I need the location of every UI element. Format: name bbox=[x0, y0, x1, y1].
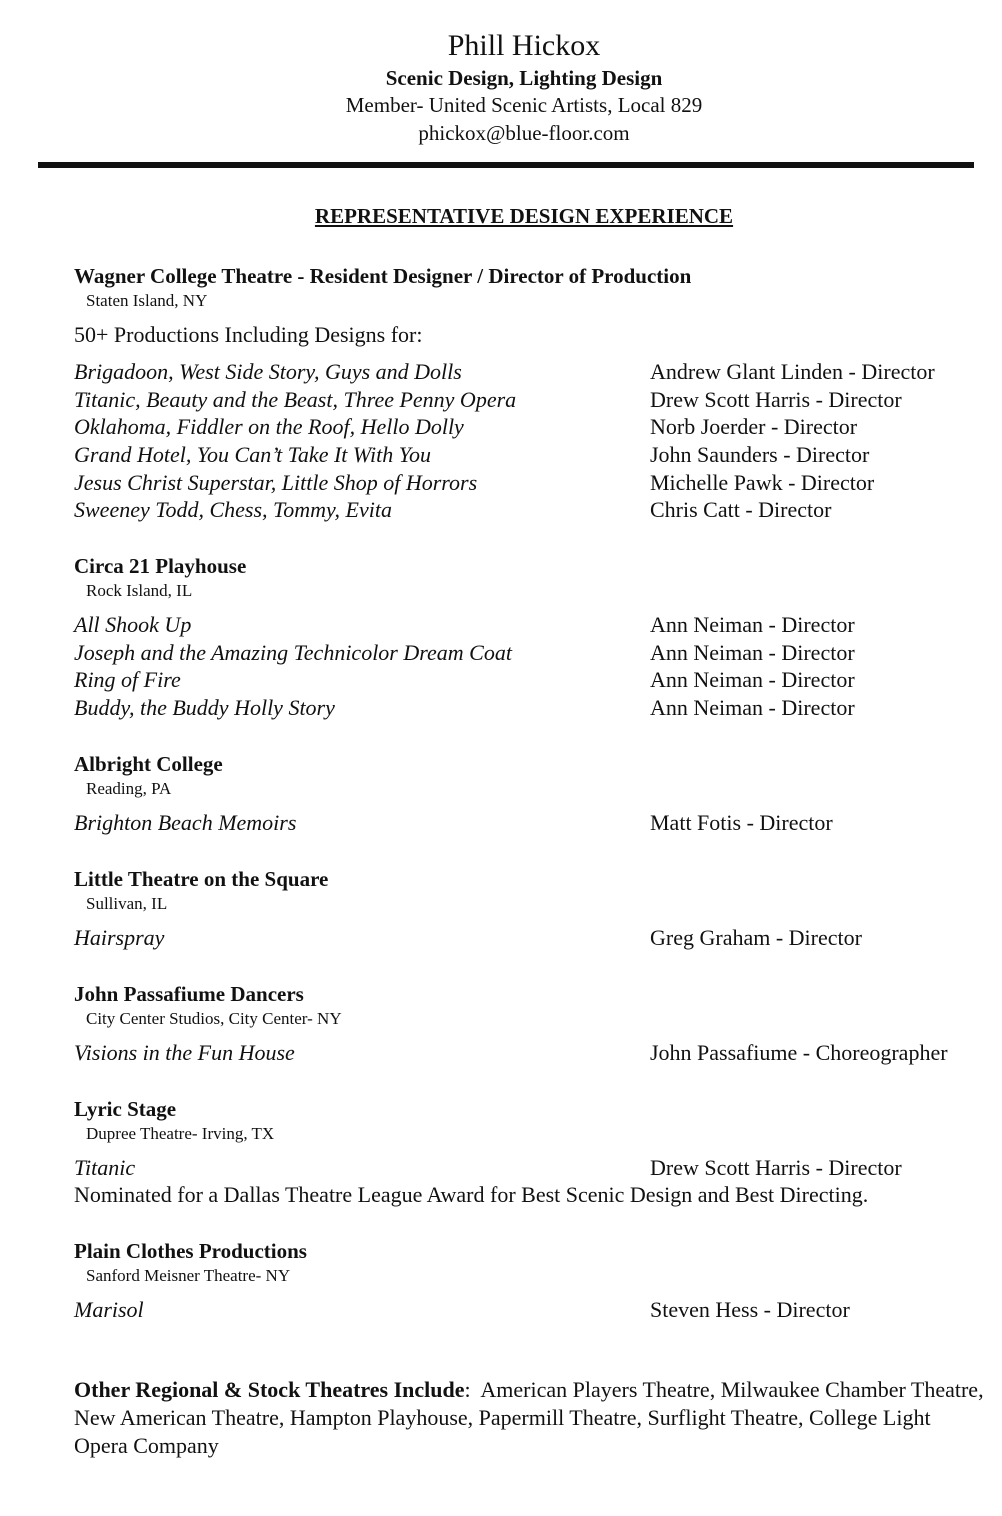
org-location: Rock Island, IL bbox=[86, 581, 193, 600]
org-name: John Passafiume Dancers bbox=[74, 982, 304, 1006]
production-credit: Drew Scott Harris - Director bbox=[650, 387, 902, 412]
contact-email: phickox@blue-floor.com bbox=[418, 121, 630, 145]
production-credit: Michelle Pawk - Director bbox=[650, 470, 875, 495]
org-intro: 50+ Productions Including Designs for: bbox=[74, 322, 423, 347]
production-credit: Matt Fotis - Director bbox=[650, 810, 833, 835]
award-note: Nominated for a Dallas Theatre League Award for Best Scenic Design and Best Directing. bbox=[74, 1182, 869, 1207]
other-theatres: Other Regional & Stock Theatres Include: American Players Theatre, Milwaukee Chamber Theatre, New American Theatre, Hampton Playhouse, Papermill Theatre, Surflight Theatre, College Light Opera Company bbox=[74, 1377, 984, 1458]
production-title: Visions in the Fun House bbox=[74, 1040, 295, 1065]
production-title: Joseph and the Amazing Technicolor Dream Coat bbox=[74, 640, 512, 665]
production-title: Jesus Christ Superstar, Little Shop of Horrors bbox=[74, 470, 478, 495]
org-location: City Center Studios, City Center- NY bbox=[86, 1009, 342, 1028]
org-name: Albright College bbox=[74, 752, 223, 776]
org-name: Circa 21 Playhouse bbox=[74, 554, 247, 578]
resume-subtitle: Scenic Design, Lighting Design bbox=[385, 66, 663, 90]
org-location: Dupree Theatre- Irving, TX bbox=[86, 1124, 275, 1143]
production-credit: Ann Neiman - Director bbox=[650, 640, 855, 665]
org-location: Reading, PA bbox=[86, 779, 172, 798]
production-title: Buddy, the Buddy Holly Story bbox=[74, 695, 335, 720]
production-title: Marisol bbox=[74, 1297, 144, 1322]
org-location: Staten Island, NY bbox=[86, 291, 208, 310]
org-name: Plain Clothes Productions bbox=[74, 1239, 307, 1263]
production-title: Hairspray bbox=[74, 925, 165, 950]
production-credit: Drew Scott Harris - Director bbox=[650, 1155, 902, 1180]
other-theatres-label: Other Regional & Stock Theatres Include bbox=[74, 1377, 465, 1402]
production-title: Titanic, Beauty and the Beast, Three Penny Opera bbox=[74, 387, 517, 412]
production-title: Brigadoon, West Side Story, Guys and Dolls bbox=[74, 359, 462, 384]
production-credit: Ann Neiman - Director bbox=[650, 612, 855, 637]
production-credit: Andrew Glant Linden - Director bbox=[650, 359, 935, 384]
production-credit: Norb Joerder - Director bbox=[650, 414, 858, 439]
header-divider bbox=[38, 162, 974, 168]
production-credit: John Saunders - Director bbox=[650, 442, 870, 467]
production-credit: Steven Hess - Director bbox=[650, 1297, 850, 1322]
org-location: Sullivan, IL bbox=[86, 894, 168, 913]
production-title: Sweeney Todd, Chess, Tommy, Evita bbox=[74, 497, 392, 522]
production-title: Oklahoma, Fiddler on the Roof, Hello Dolly bbox=[74, 414, 464, 439]
production-title: Ring of Fire bbox=[74, 667, 181, 692]
production-credit: Greg Graham - Director bbox=[650, 925, 862, 950]
org-location: Sanford Meisner Theatre- NY bbox=[86, 1266, 291, 1285]
production-title: Titanic bbox=[74, 1155, 136, 1180]
production-credit: John Passafiume - Choreographer bbox=[650, 1040, 948, 1065]
org-name: Lyric Stage bbox=[74, 1097, 177, 1121]
org-name: Wagner College Theatre - Resident Designer / Director of Production bbox=[74, 264, 692, 288]
production-title: Grand Hotel, You Can’t Take It With You bbox=[74, 442, 431, 467]
other-theatres-list: American Players Theatre, Milwaukee Chamber Theatre, New American Theatre, Hampton Playhouse, Papermill Theatre, Surflight Theatre, College Light Opera Company bbox=[74, 1377, 984, 1458]
production-credit: Ann Neiman - Director bbox=[650, 667, 855, 692]
production-title: All Shook Up bbox=[74, 612, 192, 637]
union-membership: Member- United Scenic Artists, Local 829 bbox=[345, 93, 703, 117]
production-credit: Chris Catt - Director bbox=[650, 497, 832, 522]
org-name: Little Theatre on the Square bbox=[74, 867, 329, 891]
production-credit: Ann Neiman - Director bbox=[650, 695, 855, 720]
resume-name: Phill Hickox bbox=[447, 29, 601, 62]
section-heading: REPRESENTATIVE DESIGN EXPERIENCE bbox=[314, 204, 734, 228]
production-title: Brighton Beach Memoirs bbox=[74, 810, 297, 835]
